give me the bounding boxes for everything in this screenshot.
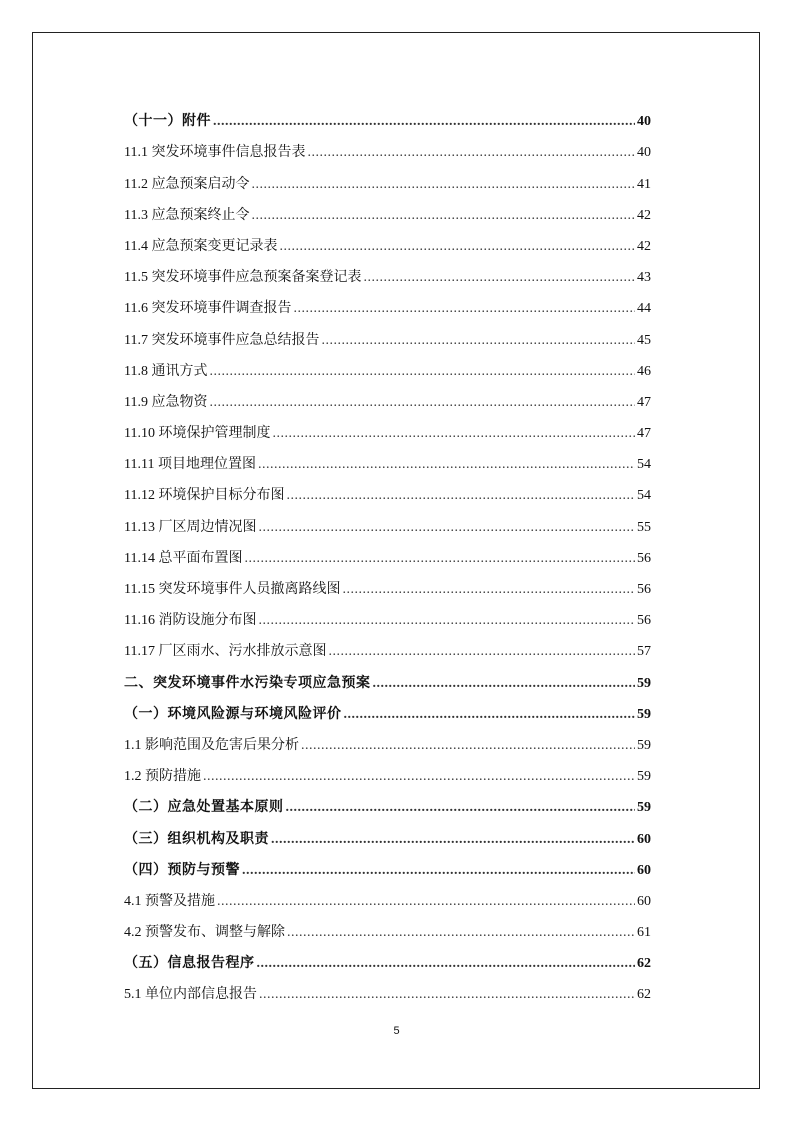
toc-entry-title: 11.1 突发环境事件信息报告表 (124, 145, 306, 161)
table-of-contents (124, 101, 651, 1005)
toc-entry-title: （三）组织机构及职责 (124, 831, 269, 847)
toc-entry-page: 59 (637, 769, 651, 785)
toc-entry[interactable] (124, 257, 651, 288)
toc-entry-page: 59 (637, 706, 651, 722)
dot-leader (287, 923, 635, 943)
toc-entry-title: （十一）附件 (124, 114, 211, 130)
toc-entry[interactable] (124, 444, 651, 475)
dot-leader (259, 985, 635, 1005)
toc-entry-page: 62 (637, 987, 651, 1003)
toc-entry-page: 40 (637, 114, 651, 130)
toc-entry-page: 62 (637, 956, 651, 972)
dot-leader (272, 424, 635, 444)
toc-entry[interactable] (124, 382, 651, 413)
dot-leader (251, 206, 635, 226)
dot-leader (342, 580, 635, 600)
toc-entry-title: 5.1 单位内部信息报告 (124, 987, 257, 1003)
toc-entry-title: 二、突发环境事件水污染专项应急预案 (124, 675, 371, 691)
dot-leader (258, 611, 635, 631)
toc-entry-page: 42 (637, 207, 651, 223)
toc-entry-page: 60 (637, 893, 651, 909)
toc-entry[interactable] (124, 756, 651, 787)
toc-entry-page: 42 (637, 238, 651, 254)
toc-entry[interactable] (124, 226, 651, 257)
toc-entry[interactable] (124, 319, 651, 350)
toc-entry-title: （一）环境风险源与环境风险评价 (124, 706, 342, 722)
dot-leader (209, 393, 635, 413)
toc-entry[interactable] (124, 600, 651, 631)
toc-entry-title: 11.9 应急物资 (124, 394, 208, 410)
dot-leader (293, 299, 635, 319)
toc-entry-title: 1.2 预防措施 (124, 769, 201, 785)
toc-entry-page: 47 (637, 426, 651, 442)
toc-entry-page: 61 (637, 925, 651, 941)
toc-entry-page: 45 (637, 332, 651, 348)
toc-entry[interactable] (124, 662, 651, 693)
toc-entry-page: 59 (637, 737, 651, 753)
toc-entry-title: 11.13 厂区周边情况图 (124, 519, 257, 535)
dot-leader (279, 237, 635, 257)
toc-entry-title: 11.15 突发环境事件人员撤离路线图 (124, 582, 341, 597)
toc-entry-title: 4.1 预警及措施 (124, 893, 215, 909)
dot-leader (373, 674, 636, 694)
toc-entry-title: （二）应急处置基本原则 (124, 800, 284, 816)
dot-leader (203, 767, 635, 787)
dot-leader (258, 455, 635, 475)
toc-entry[interactable] (124, 818, 651, 849)
toc-entry-page: 46 (637, 363, 651, 379)
dot-leader (244, 549, 635, 569)
toc-entry[interactable] (124, 569, 651, 600)
dot-leader (213, 112, 635, 132)
toc-entry-page: 44 (637, 301, 651, 317)
toc-entry-page: 59 (637, 800, 651, 816)
toc-entry-page: 55 (637, 519, 651, 535)
dot-leader (307, 143, 635, 163)
dot-leader (344, 705, 636, 725)
toc-entry[interactable] (124, 351, 651, 382)
toc-entry-title: 11.5 突发环境事件应急预案备案登记表 (124, 270, 362, 286)
toc-entry-page: 59 (637, 675, 651, 691)
toc-entry-page: 57 (637, 644, 651, 660)
toc-entry-page: 54 (637, 457, 651, 473)
toc-entry[interactable] (124, 787, 651, 818)
toc-entry[interactable] (124, 881, 651, 912)
toc-entry[interactable] (124, 195, 651, 226)
toc-entry[interactable] (124, 725, 651, 756)
dot-leader (321, 331, 635, 351)
toc-entry-page: 54 (637, 488, 651, 504)
toc-entry-title: （五）信息报告程序 (124, 956, 255, 972)
dot-leader (209, 362, 635, 382)
toc-entry-title: 4.2 预警发布、调整与解除 (124, 925, 285, 941)
toc-entry[interactable] (124, 974, 651, 1005)
toc-entry[interactable] (124, 538, 651, 569)
toc-entry-page: 40 (637, 145, 651, 161)
toc-entry[interactable] (124, 413, 651, 444)
toc-entry[interactable] (124, 288, 651, 319)
dot-leader (242, 861, 635, 881)
toc-entry[interactable] (124, 912, 651, 943)
toc-entry[interactable] (124, 694, 651, 725)
toc-entry-page: 43 (637, 270, 651, 286)
toc-entry-title: 1.1 影响范围及危害后果分析 (124, 737, 299, 753)
toc-entry[interactable] (124, 163, 651, 194)
toc-entry-page: 56 (637, 582, 651, 597)
toc-entry-title: 11.6 突发环境事件调查报告 (124, 301, 292, 317)
dot-leader (286, 798, 636, 818)
toc-entry-title: （四）预防与预警 (124, 862, 240, 878)
toc-entry-title: 11.3 应急预案终止令 (124, 207, 250, 223)
toc-entry[interactable] (124, 506, 651, 537)
toc-entry-title: 11.11 项目地理位置图 (124, 457, 256, 473)
dot-leader (363, 268, 635, 288)
toc-entry-title: 11.7 突发环境事件应急总结报告 (124, 332, 320, 348)
toc-entry-page: 56 (637, 550, 651, 566)
toc-entry[interactable] (124, 101, 651, 132)
toc-entry-title: 11.17 厂区雨水、污水排放示意图 (124, 644, 327, 660)
toc-entry-title: 11.14 总平面布置图 (124, 550, 243, 566)
toc-entry-page: 41 (637, 176, 651, 192)
toc-entry-title: 11.8 通讯方式 (124, 363, 208, 379)
toc-entry[interactable] (124, 943, 651, 974)
dot-leader (257, 954, 636, 974)
dot-leader (271, 830, 635, 850)
toc-entry-title: 11.16 消防设施分布图 (124, 613, 257, 629)
toc-entry[interactable] (124, 132, 651, 163)
toc-entry-title: 11.2 应急预案启动令 (124, 176, 250, 192)
toc-entry-title: 11.10 环境保护管理制度 (124, 426, 271, 442)
dot-leader (286, 486, 635, 506)
toc-entry-page: 60 (637, 831, 651, 847)
toc-entry-page: 56 (637, 613, 651, 629)
page-number: 5 (393, 1025, 400, 1037)
toc-entry-page: 60 (637, 862, 651, 878)
dot-leader (301, 736, 635, 756)
toc-entry[interactable] (124, 475, 651, 506)
dot-leader (258, 518, 635, 538)
toc-entry[interactable] (124, 631, 651, 662)
toc-entry-title: 11.4 应急预案变更记录表 (124, 238, 278, 254)
dot-leader (251, 175, 635, 195)
dot-leader (217, 892, 635, 912)
dot-leader (328, 642, 635, 662)
toc-entry[interactable] (124, 850, 651, 881)
toc-entry-title: 11.12 环境保护目标分布图 (124, 488, 285, 504)
toc-entry-page: 47 (637, 394, 651, 410)
